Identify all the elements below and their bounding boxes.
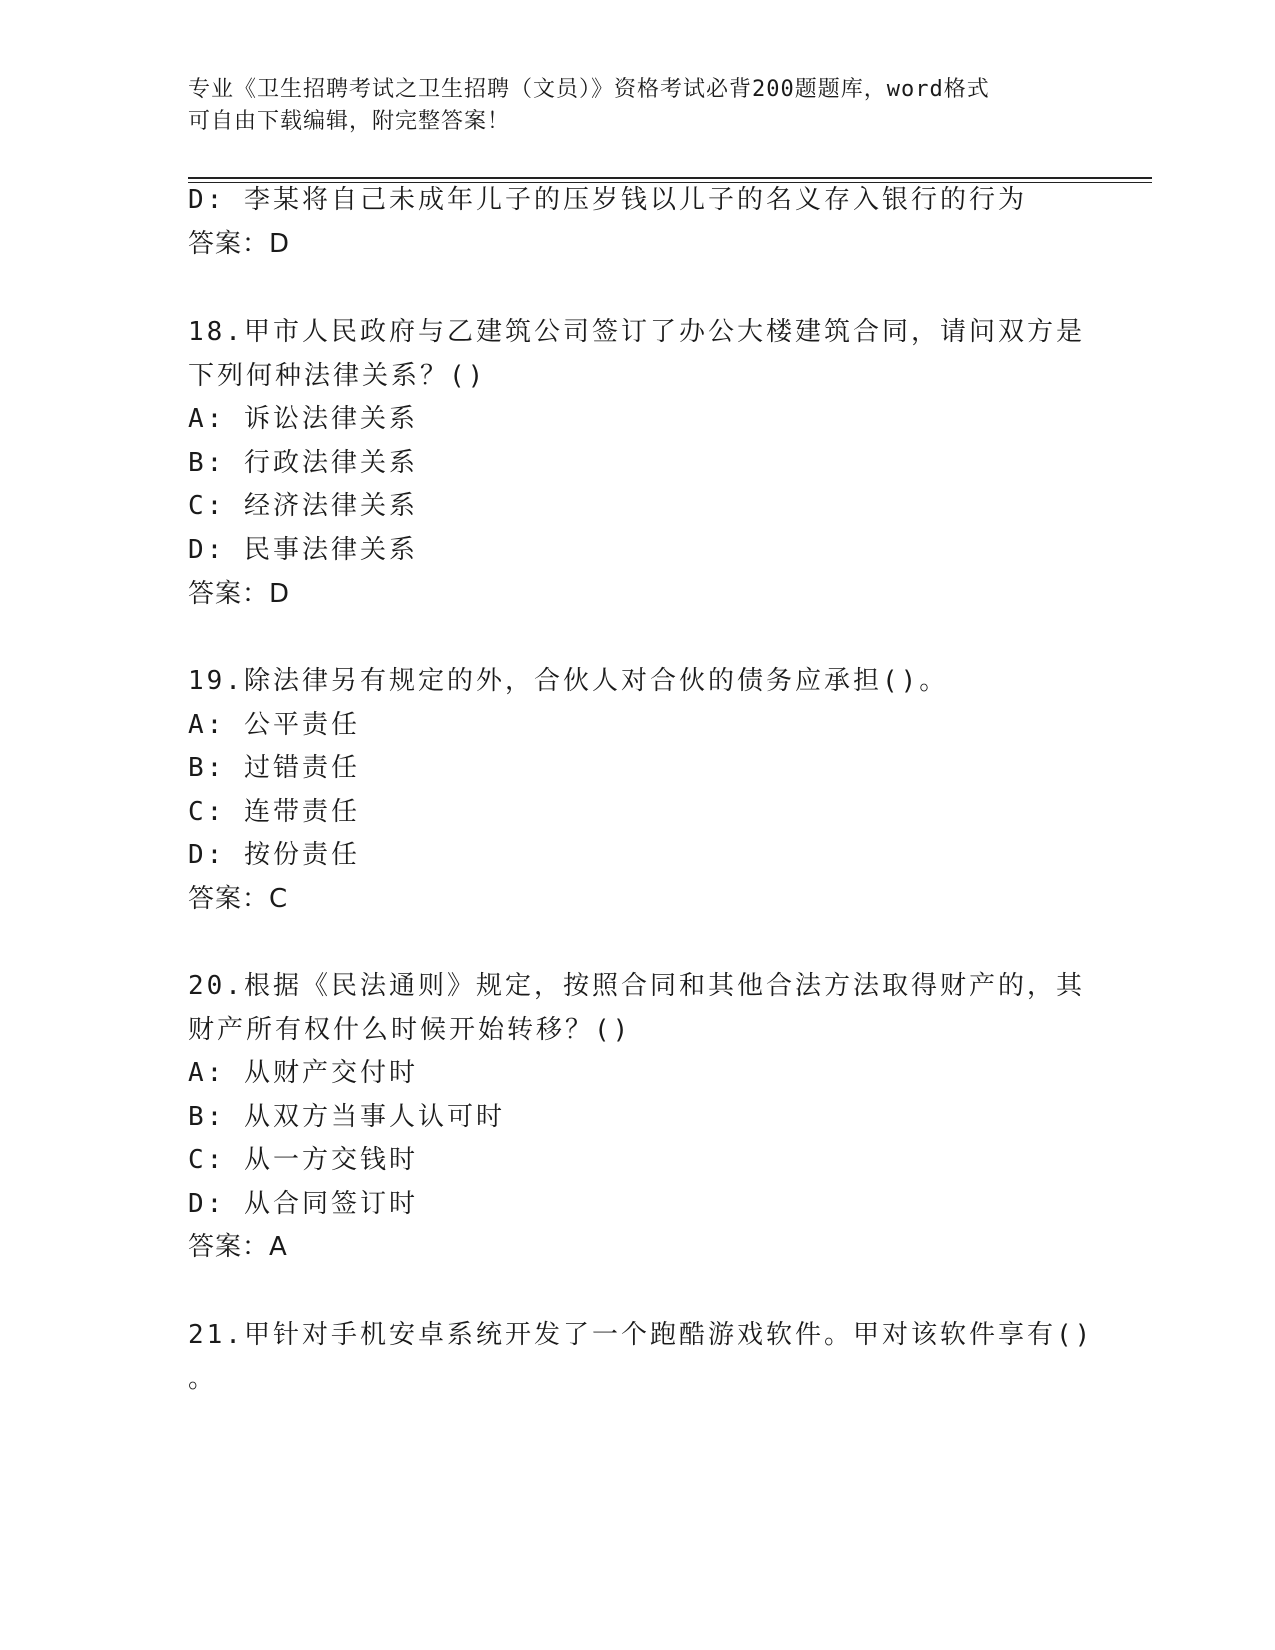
- q19-stem-line-1: 19.除法律另有规定的外，合伙人对合伙的债务应承担()。: [188, 666, 949, 696]
- q20-option-c: C: 从一方交钱时: [188, 1145, 418, 1175]
- document-header: [188, 74, 1068, 138]
- q20-stem-line-1: 20.根据《民法通则》规定，按照合同和其他合法方法取得财产的，其: [188, 971, 1085, 1001]
- q18-option-a: A: 诉讼法律关系: [188, 404, 418, 434]
- q21-stem-line-2: 。: [188, 1364, 218, 1394]
- prev-option-d: D: 李某将自己未成年儿子的压岁钱以儿子的名义存入银行的行为: [188, 185, 1027, 215]
- q20-option-b: B: 从双方当事人认可时: [188, 1102, 505, 1132]
- q19-option-c: C: 连带责任: [188, 797, 360, 827]
- header-line-1: 专业《卫生招聘考试之卫生招聘（文员）》资格考试必背200题题库，word格式: [188, 77, 990, 102]
- q20-option-a: A: 从财产交付时: [188, 1058, 418, 1088]
- q20-option-d: D: 从合同签订时: [188, 1189, 418, 1219]
- q21-stem-line-1: 21.甲针对手机安卓系统开发了一个跑酷游戏软件。甲对该软件享有(): [188, 1320, 1094, 1350]
- q19-option-b: B: 过错责任: [188, 753, 360, 783]
- q20-answer: 答案：A: [188, 1232, 288, 1262]
- q18-option-c: C: 经济法律关系: [188, 491, 418, 521]
- q18-option-d: D: 民事法律关系: [188, 535, 418, 565]
- q19-answer: 答案：C: [188, 884, 289, 914]
- q18-answer: 答案：D: [188, 579, 291, 609]
- header-divider-thick: [188, 177, 1152, 179]
- prev-answer: 答案：D: [188, 229, 291, 259]
- q19-option-a: A: 公平责任: [188, 710, 360, 740]
- q20-stem-line-2: 财产所有权什么时候开始转移？(): [188, 1015, 632, 1045]
- q18-option-b: B: 行政法律关系: [188, 448, 418, 478]
- q19-option-d: D: 按份责任: [188, 840, 360, 870]
- header-line-2: 可自由下载编辑，附完整答案！: [188, 109, 511, 134]
- q18-stem-line-2: 下列何种法律关系？(): [188, 361, 487, 391]
- q18-stem-line-1: 18.甲市人民政府与乙建筑公司签订了办公大楼建筑合同，请问双方是: [188, 317, 1085, 347]
